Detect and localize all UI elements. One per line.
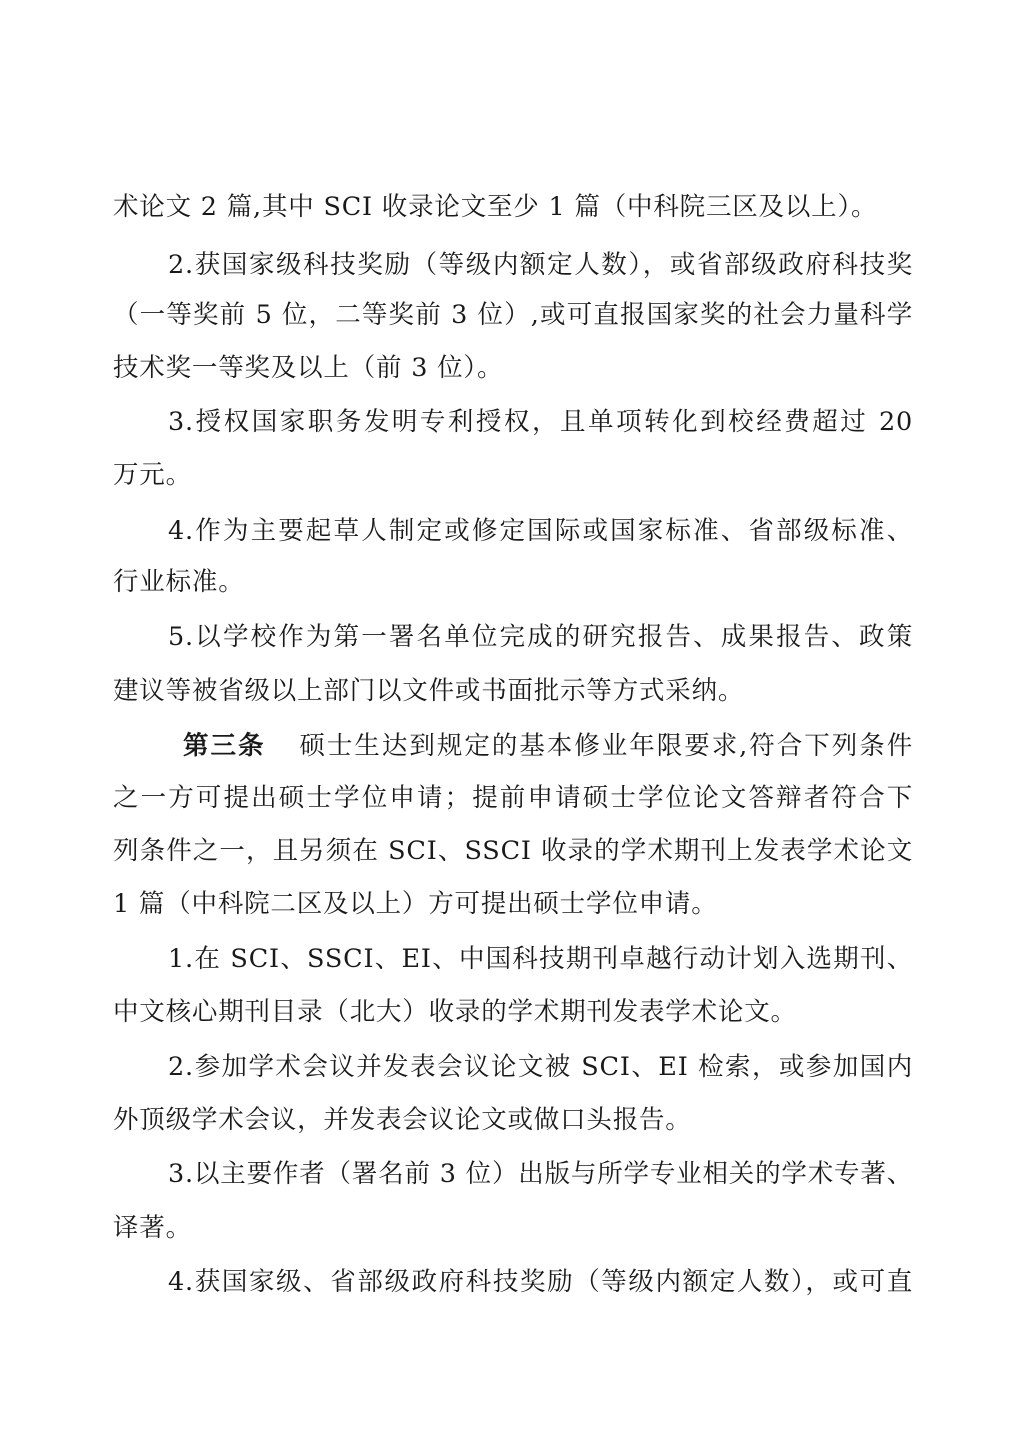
text-line: 中文核心期刊目录（北大）收录的学术期刊发表学术论文。 xyxy=(113,997,797,1027)
text-line: 行业标准。 xyxy=(113,567,245,597)
text-line: （一等奖前 5 位，二等奖前 3 位）,或可直报国家奖的社会力量科学 xyxy=(113,300,913,330)
text-line: 1.在 SCI、SSCI、EI、中国科技期刊卓越行动计划入选期刊、 xyxy=(168,944,913,974)
text-line: 3.授权国家职务发明专利授权，且单项转化到校经费超过 20 xyxy=(168,407,913,437)
text-line: 建议等被省级以上部门以文件或书面批示等方式采纳。 xyxy=(113,676,745,706)
text-line: 4.获国家级、省部级政府科技奖励（等级内额定人数），或可直 xyxy=(168,1267,913,1297)
text-line: 1 篇（中科院二区及以上）方可提出硕士学位申请。 xyxy=(113,889,718,919)
text-line: 5.以学校作为第一署名单位完成的研究报告、成果报告、政策 xyxy=(168,622,913,652)
text-line: 列条件之一，且另须在 SCI、SSCI 收录的学术期刊上发表学术论文 xyxy=(113,836,913,866)
text-line: 万元。 xyxy=(113,460,192,490)
article-heading-line xyxy=(183,730,913,762)
article-label: 第三条 xyxy=(183,731,266,761)
text-line: 之一方可提出硕士学位申请；提前申请硕士学位论文答辩者符合下 xyxy=(113,783,913,813)
text-line: 3.以主要作者（署名前 3 位）出版与所学专业相关的学术专著、 xyxy=(168,1159,913,1189)
text-line: 2.获国家级科技奖励（等级内额定人数），或省部级政府科技奖 xyxy=(168,250,913,280)
text-line: 4.作为主要起草人制定或修定国际或国家标准、省部级标准、 xyxy=(168,516,913,546)
text-line: 外顶级学术会议，并发表会议论文或做口头报告。 xyxy=(113,1105,692,1135)
text-line: 译著。 xyxy=(113,1213,192,1243)
text-line: 术论文 2 篇,其中 SCI 收录论文至少 1 篇（中科院三区及以上）。 xyxy=(113,192,878,222)
article-text: 硕士生达到规定的基本修业年限要求,符合下列条件 xyxy=(299,731,913,761)
text-line: 技术奖一等奖及以上（前 3 位）。 xyxy=(113,353,504,383)
text-line: 2.参加学术会议并发表会议论文被 SCI、EI 检索，或参加国内 xyxy=(168,1052,913,1082)
